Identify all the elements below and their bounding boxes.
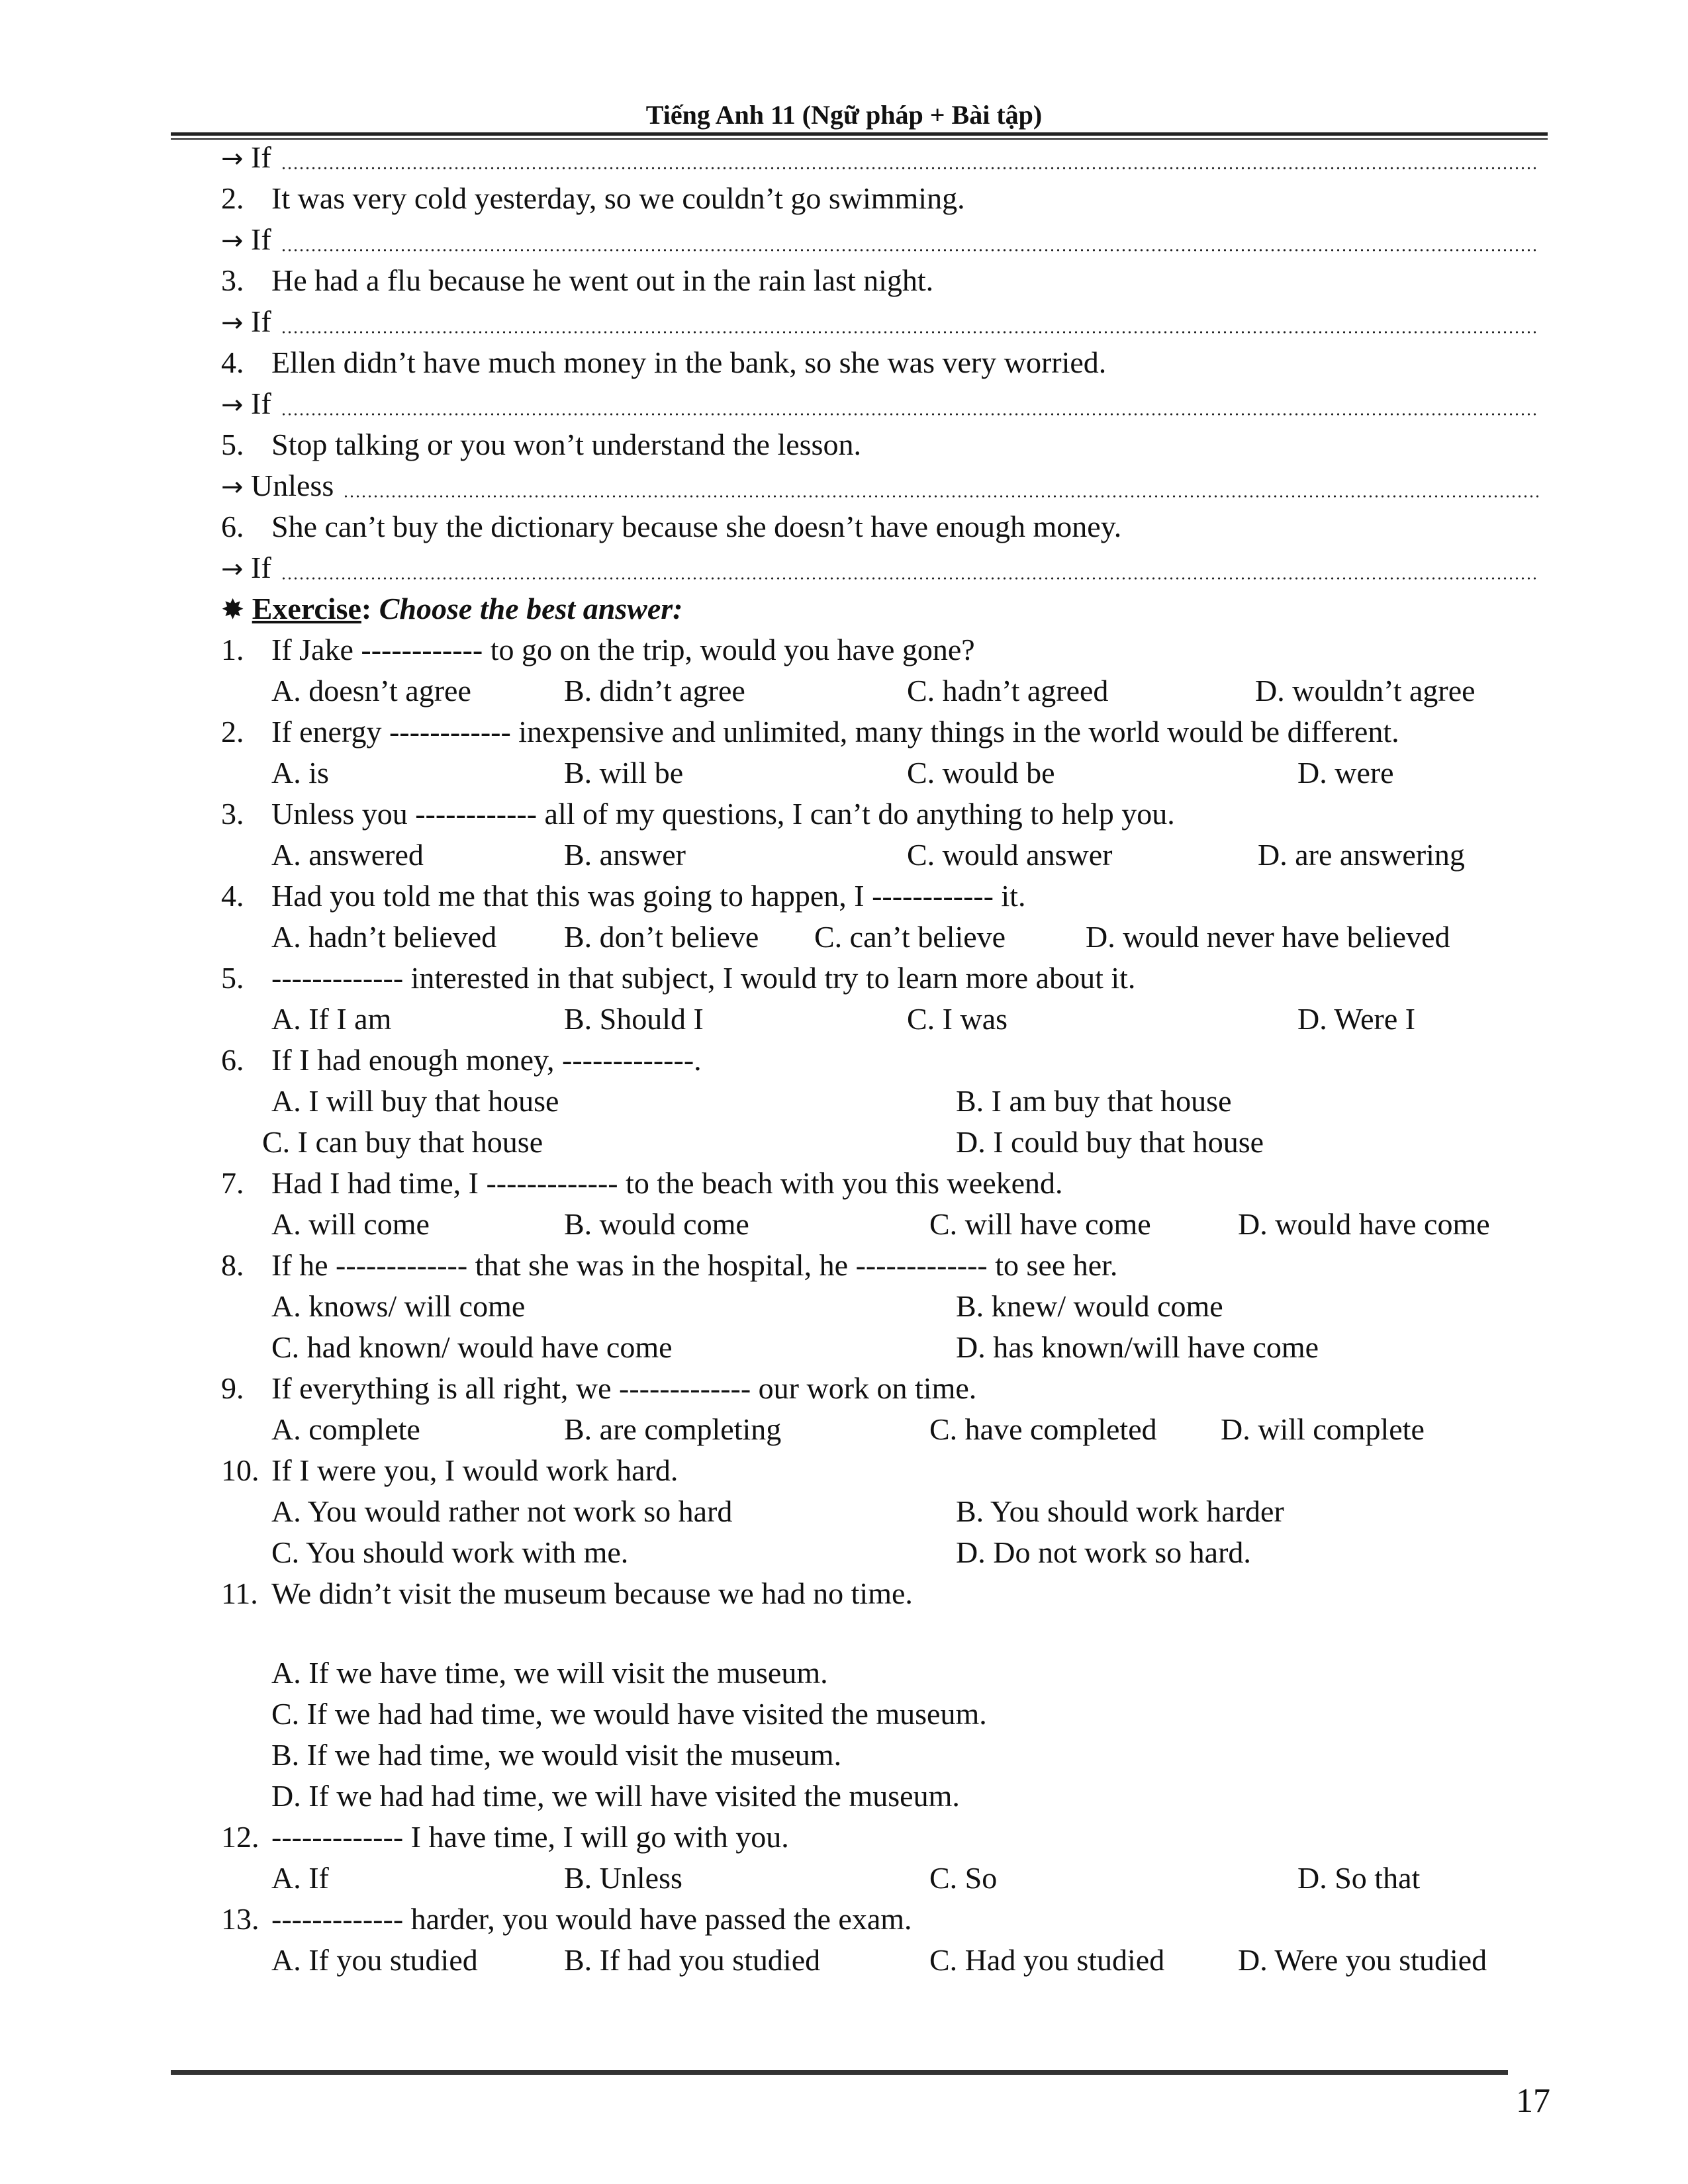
option-4d[interactable]: D. would never have believed [1086, 920, 1450, 954]
option-1c[interactable]: C. hadn’t agreed [907, 674, 1109, 707]
option-6d[interactable]: D. I could buy that house [956, 1125, 1264, 1159]
page-header-title: Tiếng Anh 11 (Ngữ pháp + Bài tập) [645, 100, 1043, 130]
rewrite-item-4: 4. Ellen didn’t have much money in the bank, so she was very worried. [221, 345, 1107, 379]
option-2a[interactable]: A. is [271, 756, 329, 790]
option-5c[interactable]: C. I was [907, 1002, 1008, 1036]
rewrite-item-2: 2. It was very cold yesterday, so we couldn’t go swimming. [221, 181, 965, 215]
dotted-fill [281, 167, 1538, 169]
option-8b[interactable]: B. knew/ would come [956, 1289, 1223, 1323]
option-3a[interactable]: A. answered [271, 838, 424, 872]
option-1a[interactable]: A. doesn’t agree [271, 674, 471, 707]
header-rule-thick [171, 132, 1548, 136]
option-11a[interactable]: A. If we have time, we will visit the museum. [271, 1656, 828, 1690]
option-10d[interactable]: D. Do not work so hard. [956, 1535, 1251, 1569]
option-13b[interactable]: B. If had you studied [564, 1943, 821, 1977]
option-2c[interactable]: C. would be [907, 756, 1055, 790]
option-2d[interactable]: D. were [1297, 756, 1394, 790]
arrow-icon: → [221, 308, 244, 338]
question-9: 9. If everything is all right, we ------------- our work on time. [221, 1371, 977, 1405]
option-5a[interactable]: A. If I am [271, 1002, 392, 1036]
option-12c[interactable]: C. So [929, 1861, 998, 1895]
star-icon: ✸ [221, 593, 245, 625]
option-12d[interactable]: D. So that [1297, 1861, 1421, 1895]
option-7d[interactable]: D. would have come [1238, 1207, 1490, 1241]
option-12b[interactable]: B. Unless [564, 1861, 682, 1895]
dotted-fill [281, 331, 1538, 334]
option-13a[interactable]: A. If you studied [271, 1943, 478, 1977]
question-11: 11. We didn’t visit the museum because we had no time. [221, 1576, 913, 1610]
option-4b[interactable]: B. don’t believe [564, 920, 759, 954]
option-5b[interactable]: B. Should I [564, 1002, 704, 1036]
exercise-instruction: Choose the best answer: [379, 592, 683, 625]
dotted-fill [281, 577, 1538, 580]
option-5d[interactable]: D. Were I [1297, 1002, 1416, 1036]
exercise-heading: ✸ Exercise: Choose the best answer: [221, 592, 683, 625]
option-3b[interactable]: B. answer [564, 838, 686, 872]
option-3c[interactable]: C. would answer [907, 838, 1113, 872]
option-6c[interactable]: C. I can buy that house [262, 1125, 543, 1159]
arrow-icon: → [221, 390, 244, 420]
rewrite-item-5: 5. Stop talking or you won’t understand the lesson. [221, 428, 861, 461]
answer-line-1: → If [221, 139, 1538, 177]
answer-line-3: → If [221, 303, 1538, 341]
option-13c[interactable]: C. Had you studied [929, 1943, 1165, 1977]
option-13d[interactable]: D. Were you studied [1238, 1943, 1487, 1977]
option-7b[interactable]: B. would come [564, 1207, 749, 1241]
option-11c[interactable]: C. If we had had time, we would have visited the museum. [271, 1697, 987, 1731]
option-9b[interactable]: B. are completing [564, 1412, 782, 1446]
option-4a[interactable]: A. hadn’t believed [271, 920, 497, 954]
question-10: 10. If I were you, I would work hard. [221, 1453, 679, 1487]
question-1: 1. If Jake ------------ to go on the trip, would you have gone? [221, 633, 975, 666]
question-13: 13. ------------- harder, you would have passed the exam. [221, 1902, 912, 1936]
exercise-label: Exercise [252, 592, 361, 625]
option-1d[interactable]: D. wouldn’t agree [1255, 674, 1476, 707]
question-7: 7. Had I had time, I ------------- to the beach with you this weekend. [221, 1166, 1063, 1200]
arrow-icon: → [221, 144, 244, 174]
page-number: 17 [1516, 2082, 1550, 2120]
question-4: 4. Had you told me that this was going to happen, I ------------ it. [221, 879, 1026, 913]
answer-line-5: → Unless [221, 467, 1538, 506]
dotted-fill [281, 413, 1538, 416]
option-4c[interactable]: C. can’t believe [814, 920, 1006, 954]
option-8a[interactable]: A. knows/ will come [271, 1289, 526, 1323]
question-5: 5. ------------- interested in that subject, I would try to learn more about it. [221, 961, 1136, 995]
option-11b[interactable]: B. If we had time, we would visit the museum. [271, 1738, 842, 1772]
option-7c[interactable]: C. will have come [929, 1207, 1151, 1241]
dotted-fill [343, 495, 1538, 498]
option-11d[interactable]: D. If we had had time, we will have visited the museum. [271, 1779, 960, 1813]
option-9c[interactable]: C. have completed [929, 1412, 1157, 1446]
option-8c[interactable]: C. had known/ would have come [271, 1330, 673, 1364]
arrow-icon: → [221, 472, 244, 502]
rewrite-item-6: 6. She can’t buy the dictionary because she doesn’t have enough money. [221, 510, 1122, 543]
arrow-icon: → [221, 554, 244, 584]
option-10b[interactable]: B. You should work harder [956, 1494, 1284, 1528]
answer-line-6: → If [221, 549, 1538, 588]
option-6b[interactable]: B. I am buy that house [956, 1084, 1232, 1118]
option-10c[interactable]: C. You should work with me. [271, 1535, 629, 1569]
footer-rule [171, 2070, 1508, 2075]
rewrite-item-3: 3. He had a flu because he went out in the rain last night. [221, 263, 934, 297]
question-2: 2. If energy ------------ inexpensive and unlimited, many things in the world would be different. [221, 715, 1399, 749]
dotted-fill [281, 249, 1538, 251]
option-9d[interactable]: D. will complete [1221, 1412, 1425, 1446]
option-8d[interactable]: D. has known/will have come [956, 1330, 1319, 1364]
option-6a[interactable]: A. I will buy that house [271, 1084, 559, 1118]
answer-line-2: → If [221, 221, 1538, 259]
option-12a[interactable]: A. If [271, 1861, 329, 1895]
option-10a[interactable]: A. You would rather not work so hard [271, 1494, 733, 1528]
option-2b[interactable]: B. will be [564, 756, 684, 790]
question-12: 12. ------------- I have time, I will go with you. [221, 1820, 789, 1854]
option-1b[interactable]: B. didn’t agree [564, 674, 745, 707]
option-3d[interactable]: D. are answering [1258, 838, 1465, 872]
answer-line-4: → If [221, 385, 1538, 424]
question-3: 3. Unless you ------------ all of my questions, I can’t do anything to help you. [221, 797, 1175, 831]
question-6: 6. If I had enough money, -------------. [221, 1043, 702, 1077]
option-9a[interactable]: A. complete [271, 1412, 420, 1446]
question-8: 8. If he ------------- that she was in the hospital, he ------------- to see her. [221, 1248, 1118, 1282]
option-7a[interactable]: A. will come [271, 1207, 430, 1241]
arrow-icon: → [221, 226, 244, 256]
